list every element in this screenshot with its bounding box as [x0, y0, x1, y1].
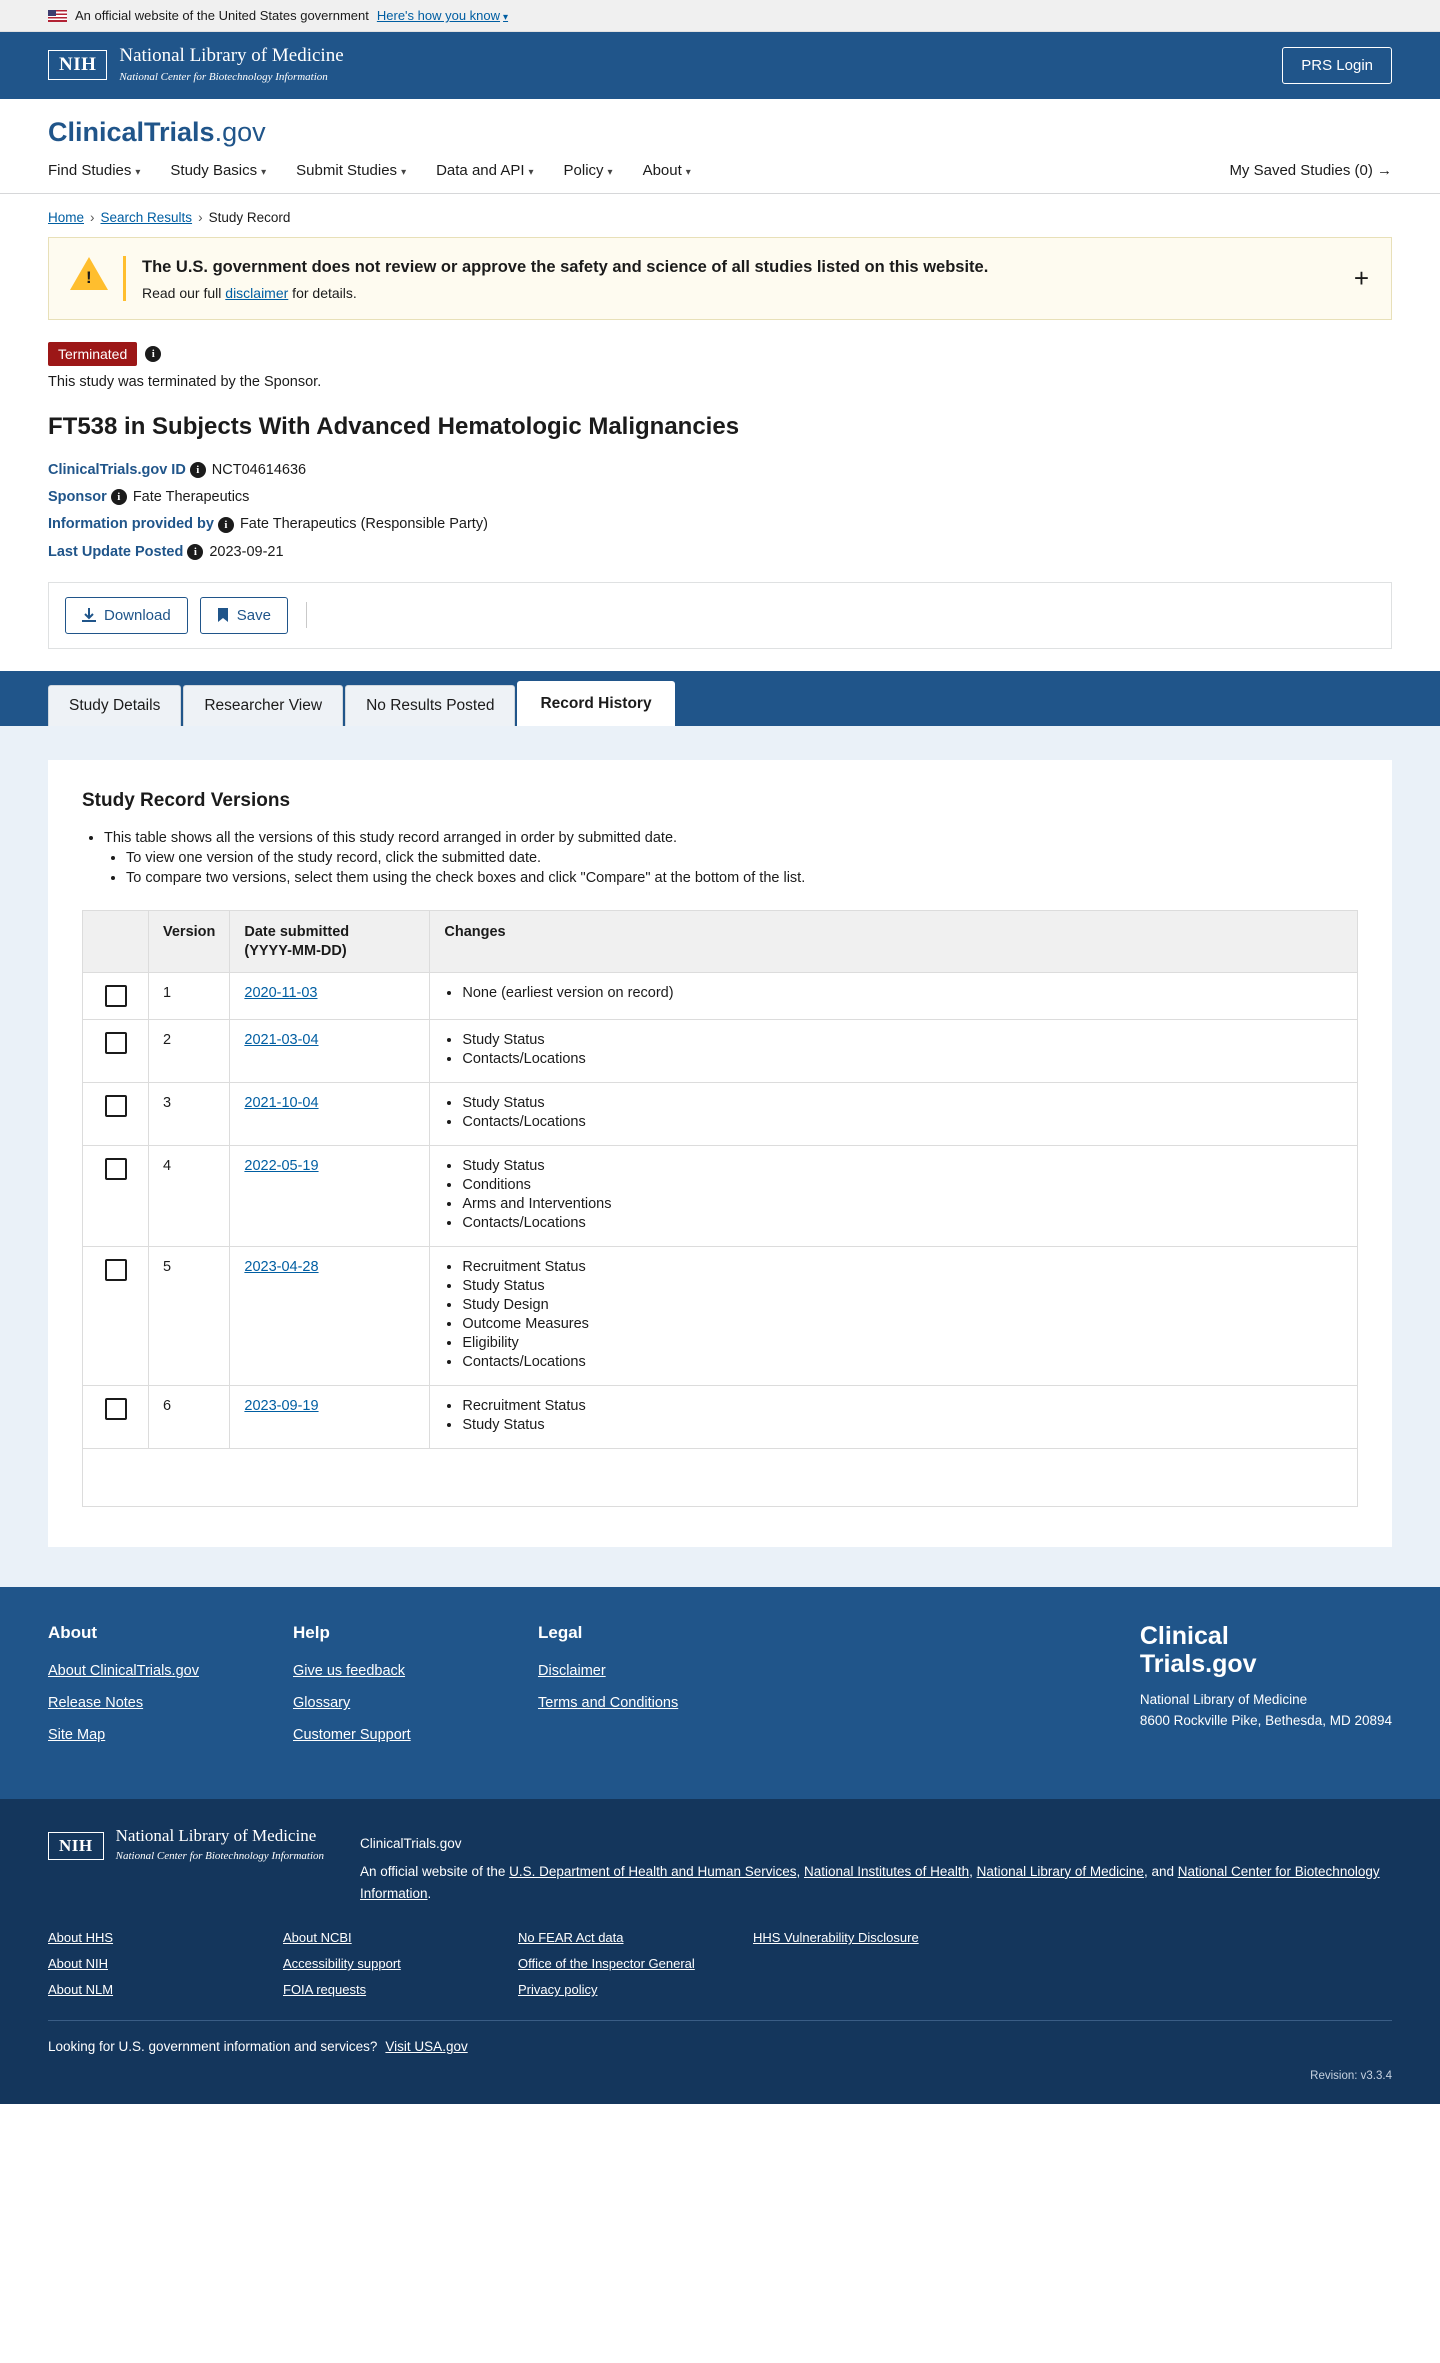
change-item: • Study Status	[462, 1158, 1343, 1174]
footer-link-accessibility-support[interactable]: Accessibility support	[283, 1956, 401, 1972]
meta-value: Fate Therapeutics	[132, 489, 250, 506]
chevron-down-icon: ▾	[401, 166, 407, 178]
footer-brand-address: 8600 Rockville Pike, Bethesda, MD 20894	[1139, 1712, 1392, 1728]
row-date-link[interactable]: 2023-09-19	[244, 1398, 319, 1415]
info-icon[interactable]: i	[145, 346, 161, 362]
warning-icon	[69, 256, 109, 292]
gov-banner	[0, 0, 1440, 32]
alert-subtitle	[142, 285, 1371, 301]
main-nav	[48, 162, 691, 193]
row-version: 6	[149, 1386, 230, 1449]
footer-link-release-notes[interactable]: Release Notes	[48, 1695, 144, 1712]
footer-link-no-fear-act-data[interactable]: No FEAR Act data	[518, 1930, 624, 1946]
change-item: • Arms and Interventions	[462, 1196, 1343, 1212]
nih-subtitle: National Center for Biotechnology Information	[115, 1850, 324, 1863]
row-date-link[interactable]: 2021-10-04	[244, 1095, 319, 1112]
site-logo[interactable]	[48, 117, 1392, 148]
change-item: • Outcome Measures	[462, 1316, 1343, 1332]
footer-link-site-map[interactable]: Site Map	[48, 1727, 106, 1744]
nav-item-policy[interactable]	[564, 162, 613, 193]
chevron-down-icon: ▾	[528, 166, 534, 178]
bookmark-icon	[217, 608, 229, 623]
alert-title: The U.S. government does not review or approve the safety and science of all studies listed on this website.	[142, 257, 989, 276]
record-history-panel	[48, 760, 1392, 1548]
row-date-link[interactable]: 2021-03-04	[244, 1032, 319, 1049]
row-checkbox[interactable]	[105, 1398, 127, 1420]
footer-link-nih[interactable]: National Institutes of Health	[804, 1863, 970, 1879]
change-item: • Contacts/Locations	[462, 1354, 1343, 1370]
row-changes	[430, 1247, 1358, 1386]
row-version: 1	[149, 973, 230, 1020]
column-header-version: Version	[149, 910, 230, 973]
my-saved-studies-link[interactable]: My Saved Studies (0) →	[1229, 161, 1392, 179]
footer-heading: Help	[293, 1623, 330, 1643]
nav-label: Policy	[563, 161, 604, 179]
change-item: • Contacts/Locations	[462, 1051, 1343, 1067]
tab-researcher-view[interactable]: Researcher View	[183, 685, 343, 726]
footer-link-privacy-policy[interactable]: Privacy policy	[518, 1982, 598, 1998]
table-row	[83, 1146, 1358, 1247]
change-item: • Recruitment Status	[462, 1398, 1343, 1414]
change-item: • Contacts/Locations	[462, 1114, 1343, 1130]
nav-label: About	[642, 161, 682, 179]
change-item: • None (earliest version on record)	[462, 985, 1343, 1001]
alert-expand-button[interactable]: +	[1353, 263, 1369, 294]
actions-divider	[306, 602, 307, 628]
footer-link-about-ncbi[interactable]: About NCBI	[283, 1930, 352, 1946]
footer-revision: Revision: v3.3.4	[1310, 2070, 1392, 2083]
row-checkbox[interactable]	[105, 1095, 127, 1117]
site-logo-main: ClinicalTrials	[48, 116, 215, 147]
footer-description: ClinicalTrials.gov An official website of the U.S. Department of Health and Human Services, National Institutes of Health, National Library of Medicine, and National Center for Biotechnology Information.	[360, 1827, 1392, 1904]
footer-sub	[0, 1799, 1440, 2104]
breadcrumb-search-results[interactable]: Search Results	[100, 209, 193, 225]
meta-row-information-provided-by	[48, 516, 1392, 532]
meta-value: 2023-09-21	[209, 543, 284, 560]
study-tabs	[0, 671, 1440, 726]
footer-desc-end: .	[427, 1885, 432, 1901]
footer-column-legal	[538, 1623, 783, 1759]
meta-row-last-update-posted	[48, 544, 1392, 560]
footer-usa-row	[48, 2020, 1392, 2054]
meta-value: Fate Therapeutics (Responsible Party)	[239, 516, 488, 533]
footer-sub-column-4	[753, 1930, 988, 2008]
breadcrumb-separator: ›	[90, 209, 95, 225]
footer-link-about-nlm[interactable]: About NLM	[48, 1982, 114, 1998]
nih-brand[interactable]	[48, 46, 344, 85]
page-title: FT538 in Subjects With Advanced Hematologic Malignancies	[48, 412, 740, 440]
table-footer-row	[83, 1449, 1358, 1507]
column-header-select	[83, 910, 149, 973]
info-icon[interactable]: i	[187, 544, 203, 560]
footer-sub-links	[48, 1930, 1392, 2008]
table-row	[83, 1247, 1358, 1386]
nih-logo: NIH	[48, 1832, 104, 1860]
column-header-date-line1: Date submitted	[244, 923, 350, 940]
column-header-date-line2: (YYYY-MM-DD)	[244, 942, 347, 959]
versions-table	[82, 910, 1358, 1508]
footer-brand-org: National Library of Medicine	[1139, 1692, 1308, 1708]
how-you-know-link[interactable]: Here's how you know ▾	[377, 8, 508, 23]
footer-link-foia-requests[interactable]: FOIA requests	[283, 1982, 367, 1998]
row-changes	[430, 1146, 1358, 1247]
meta-row-id	[48, 462, 1392, 478]
chevron-down-icon: ▾	[135, 166, 141, 178]
change-item: • Eligibility	[462, 1335, 1343, 1351]
row-checkbox[interactable]	[105, 1158, 127, 1180]
nav-item-submit-studies[interactable]	[296, 162, 406, 193]
footer-brand	[1140, 1623, 1392, 1759]
table-row	[83, 973, 1358, 1020]
gov-banner-text: An official website of the United States government	[75, 8, 369, 23]
meta-value: NCT04614636	[211, 461, 307, 478]
nih-title: National Library of Medicine	[115, 1826, 317, 1846]
change-item: • Study Status	[462, 1095, 1343, 1111]
nav-item-data-and-api[interactable]	[436, 162, 533, 193]
row-version: 3	[149, 1083, 230, 1146]
footer-link-customer-support[interactable]: Customer Support	[293, 1727, 411, 1744]
nav-label: Find Studies	[48, 161, 132, 179]
footer	[0, 1587, 1440, 1799]
status-badge: Terminated	[48, 342, 137, 366]
footer-link-nlm[interactable]: National Library of Medicine	[976, 1863, 1144, 1879]
footer-site-name: ClinicalTrials.gov	[360, 1836, 462, 1852]
nav-label: Study Basics	[170, 161, 258, 179]
row-checkbox[interactable]	[105, 1259, 127, 1281]
change-item: • Contacts/Locations	[462, 1215, 1343, 1231]
footer-heading: Legal	[538, 1623, 583, 1643]
prs-login-button[interactable]: PRS Login	[1282, 47, 1392, 84]
nih-subtitle: National Center for Biotechnology Information	[119, 70, 328, 83]
nih-header	[0, 32, 1440, 99]
footer-column-about	[48, 1623, 293, 1759]
footer-sub-column-2	[283, 1930, 518, 2008]
meta-label: ClinicalTrials.gov ID	[48, 461, 186, 478]
save-label: Save	[236, 606, 271, 624]
nav-item-about[interactable]	[643, 162, 691, 193]
row-checkbox[interactable]	[105, 985, 127, 1007]
instructions-list	[82, 830, 1358, 886]
disclaimer-alert	[48, 237, 1392, 320]
nav-label: Submit Studies	[296, 161, 398, 179]
save-button[interactable]	[200, 597, 288, 634]
instruction-item: • This table shows all the versions of this study record arranged in order by submitted date.	[104, 830, 1358, 846]
status-note: This study was terminated by the Sponsor.	[48, 373, 322, 390]
footer-link-hhs[interactable]: U.S. Department of Health and Human Services	[509, 1863, 797, 1879]
tab-no-results-posted[interactable]: No Results Posted	[345, 685, 515, 726]
download-label: Download	[104, 606, 171, 624]
footer-link-about-clinicaltrials[interactable]: About ClinicalTrials.gov	[48, 1663, 199, 1680]
footer-usa-text: Looking for U.S. government information and services?	[48, 2039, 378, 2055]
row-changes	[430, 1386, 1358, 1449]
footer-sub-column-3	[518, 1930, 753, 2008]
row-date-link[interactable]: 2020-11-03	[244, 985, 318, 1002]
change-item: • Study Status	[462, 1417, 1343, 1433]
us-flag-icon	[48, 10, 67, 22]
footer-desc-mid: , and	[1143, 1863, 1178, 1879]
footer-nih-brand[interactable]	[48, 1827, 324, 1864]
column-header-changes: Changes	[430, 910, 1358, 973]
meta-label: Last Update Posted	[48, 543, 184, 560]
footer-link-about-nih[interactable]: About NIH	[48, 1956, 108, 1972]
info-icon[interactable]: i	[218, 517, 234, 533]
footer-link-give-us-feedback[interactable]: Give us feedback	[293, 1663, 406, 1680]
footer-brand-line1: Clinical	[1139, 1622, 1229, 1651]
footer-link-office-inspector-general[interactable]: Office of the Inspector General	[518, 1956, 695, 1972]
study-header	[0, 320, 1440, 560]
change-item: • Conditions	[462, 1177, 1343, 1193]
footer-link-about-hhs[interactable]: About HHS	[48, 1930, 114, 1946]
footer-desc-pre: An official website of the	[360, 1863, 510, 1879]
chevron-down-icon: ▾	[685, 166, 691, 178]
row-version: 4	[149, 1146, 230, 1247]
table-row	[83, 1020, 1358, 1083]
info-icon[interactable]: i	[190, 462, 206, 478]
actions-bar	[48, 582, 1392, 649]
meta-label: Information provided by	[48, 516, 214, 533]
change-item: • Study Status	[462, 1278, 1343, 1294]
change-item: • Study Design	[462, 1297, 1343, 1313]
footer-link-glossary[interactable]: Glossary	[293, 1695, 351, 1712]
row-checkbox[interactable]	[105, 1032, 127, 1054]
table-row	[83, 1083, 1358, 1146]
site-logo-suffix: .gov	[214, 116, 266, 147]
info-icon[interactable]: i	[111, 489, 127, 505]
row-changes	[430, 973, 1358, 1020]
instruction-item: • To view one version of the study record, click the submitted date.	[126, 850, 1358, 866]
breadcrumb-current: Study Record	[208, 209, 291, 225]
row-version: 2	[149, 1020, 230, 1083]
chevron-down-icon: ▾	[607, 166, 613, 178]
nih-logo: NIH	[48, 50, 107, 80]
instruction-item: • To compare two versions, select them using the check boxes and click "Compare" at the bottom of the list.	[126, 870, 1358, 886]
meta-label: Sponsor	[48, 489, 107, 506]
nav-item-study-basics[interactable]	[170, 162, 266, 193]
download-icon	[82, 608, 96, 623]
change-item: • Study Status	[462, 1032, 1343, 1048]
footer-column-help	[293, 1623, 538, 1759]
table-header-row	[83, 910, 1358, 973]
breadcrumb-separator: ›	[198, 209, 203, 225]
tab-study-details[interactable]: Study Details	[48, 685, 181, 726]
alert-sub-post: for details.	[288, 284, 357, 301]
chevron-down-icon: ▾	[261, 166, 267, 178]
nav-label: Data and API	[436, 161, 525, 179]
row-date-link[interactable]: 2023-04-28	[244, 1259, 319, 1276]
download-button[interactable]	[65, 597, 188, 634]
alert-sub-pre: Read our full	[142, 284, 226, 301]
section-heading: Study Record Versions	[82, 789, 291, 811]
row-date-link[interactable]: 2022-05-19	[244, 1158, 319, 1175]
site-header	[0, 99, 1440, 194]
footer-link-terms-and-conditions[interactable]: Terms and Conditions	[538, 1695, 679, 1712]
breadcrumb	[0, 194, 1440, 231]
change-item: • Recruitment Status	[462, 1259, 1343, 1275]
row-changes	[430, 1083, 1358, 1146]
meta-row-sponsor	[48, 489, 1392, 505]
column-header-date-submitted	[230, 910, 430, 973]
tab-record-history[interactable]: Record History	[517, 681, 674, 726]
footer-link-hhs-vulnerability-disclosure[interactable]: HHS Vulnerability Disclosure	[753, 1930, 919, 1946]
nav-item-find-studies[interactable]	[48, 162, 140, 193]
table-row	[83, 1386, 1358, 1449]
footer-sub-column-1	[48, 1930, 283, 2008]
nih-title: National Library of Medicine	[119, 45, 344, 66]
footer-link-ncbi[interactable]: National Center for Biotechnology Information	[360, 1863, 1380, 1901]
footer-heading: About	[48, 1623, 98, 1643]
footer-link-visit-usa-gov[interactable]: Visit USA.gov	[385, 2039, 468, 2055]
footer-link-disclaimer[interactable]: Disclaimer	[538, 1663, 606, 1680]
disclaimer-link[interactable]: disclaimer	[225, 284, 289, 301]
footer-brand-line2: Trials.gov	[1139, 1649, 1257, 1678]
row-changes	[430, 1020, 1358, 1083]
breadcrumb-home[interactable]: Home	[48, 209, 85, 225]
row-version: 5	[149, 1247, 230, 1386]
